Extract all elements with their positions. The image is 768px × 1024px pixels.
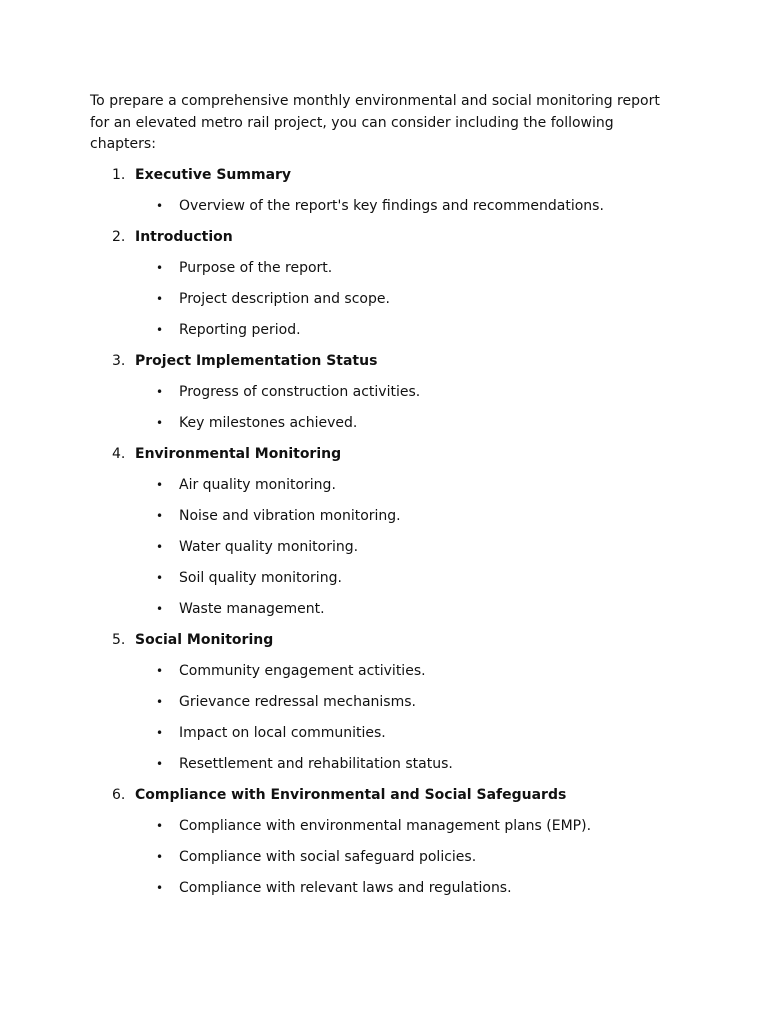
intro-paragraph: To prepare a comprehensive monthly environmental and social monitoring report for an elevated metro rail project, you can consider including the following chapters: [90, 93, 660, 152]
list-item-text: Compliance with social safeguard policies. [179, 849, 477, 865]
bullet-icon: • [156, 292, 164, 306]
list-item [90, 475, 670, 497]
list-item [90, 320, 670, 342]
bullet-icon: • [156, 881, 164, 895]
bullet-icon: • [156, 664, 164, 678]
chapter-title: Social Monitoring [135, 632, 274, 648]
bullet-icon: • [156, 478, 164, 492]
list-item-text: Water quality monitoring. [179, 539, 359, 555]
list-item [90, 258, 670, 280]
chapter-title: Introduction [135, 229, 233, 245]
chapter-item [90, 444, 670, 621]
list-item-text: Overview of the report's key findings and recommendations. [179, 198, 604, 214]
list-item [90, 692, 670, 714]
chapter-item [90, 227, 670, 342]
chapter-points [90, 382, 670, 435]
list-item-text: Air quality monitoring. [179, 477, 336, 493]
list-item-text: Soil quality monitoring. [179, 570, 342, 586]
chapter-item [90, 785, 670, 900]
list-item [90, 847, 670, 869]
bullet-icon: • [156, 571, 164, 585]
list-item [90, 196, 670, 218]
list-item [90, 661, 670, 683]
list-item-text: Project description and scope. [179, 291, 390, 307]
chapter-number: 4. [112, 446, 126, 462]
list-item [90, 413, 670, 435]
chapter-heading [90, 165, 670, 187]
list-item-text: Progress of construction activities. [179, 384, 421, 400]
chapter-points [90, 816, 670, 900]
list-item-text: Key milestones achieved. [179, 415, 358, 431]
list-item [90, 537, 670, 559]
list-item-text: Community engagement activities. [179, 663, 426, 679]
list-item-text: Compliance with environmental management plans (EMP). [179, 818, 592, 834]
chapter-heading [90, 444, 670, 466]
bullet-icon: • [156, 199, 164, 213]
chapter-title: Environmental Monitoring [135, 446, 342, 462]
list-item-text: Compliance with relevant laws and regulations. [179, 880, 512, 896]
list-item-text: Reporting period. [179, 322, 301, 338]
chapter-number: 6. [112, 787, 126, 803]
list-item-text: Resettlement and rehabilitation status. [179, 756, 453, 772]
list-item-text: Grievance redressal mechanisms. [179, 694, 416, 710]
list-item [90, 878, 670, 900]
chapter-heading [90, 351, 670, 373]
chapter-item [90, 351, 670, 435]
chapter-title: Executive Summary [135, 167, 292, 183]
chapter-number: 5. [112, 632, 126, 648]
chapter-item [90, 630, 670, 776]
chapter-number: 3. [112, 353, 126, 369]
bullet-icon: • [156, 540, 164, 554]
list-item [90, 754, 670, 776]
bullet-icon: • [156, 757, 164, 771]
bullet-icon: • [156, 261, 164, 275]
list-item [90, 382, 670, 404]
list-item-text: Noise and vibration monitoring. [179, 508, 401, 524]
chapter-heading [90, 630, 670, 652]
list-item [90, 723, 670, 745]
list-item-text: Purpose of the report. [179, 260, 333, 276]
bullet-icon: • [156, 602, 164, 616]
bullet-icon: • [156, 850, 164, 864]
list-item [90, 568, 670, 590]
bullet-icon: • [156, 385, 164, 399]
list-item [90, 289, 670, 311]
bullet-icon: • [156, 416, 164, 430]
chapter-points [90, 258, 670, 342]
chapter-title: Compliance with Environmental and Social Safeguards [135, 787, 567, 803]
bullet-icon: • [156, 509, 164, 523]
list-item [90, 506, 670, 528]
list-item-text: Waste management. [179, 601, 325, 617]
bullet-icon: • [156, 726, 164, 740]
list-item [90, 816, 670, 838]
document-page [90, 91, 670, 900]
chapter-points [90, 475, 670, 621]
chapter-heading [90, 785, 670, 807]
bullet-icon: • [156, 323, 164, 337]
list-item [90, 599, 670, 621]
chapter-points [90, 661, 670, 776]
bullet-icon: • [156, 819, 164, 833]
chapter-list [90, 165, 670, 900]
list-item-text: Impact on local communities. [179, 725, 386, 741]
chapter-item [90, 165, 670, 218]
chapter-number: 1. [112, 167, 126, 183]
chapter-number: 2. [112, 229, 126, 245]
chapter-points [90, 196, 670, 218]
bullet-icon: • [156, 695, 164, 709]
chapter-title: Project Implementation Status [135, 353, 378, 369]
chapter-heading [90, 227, 670, 249]
